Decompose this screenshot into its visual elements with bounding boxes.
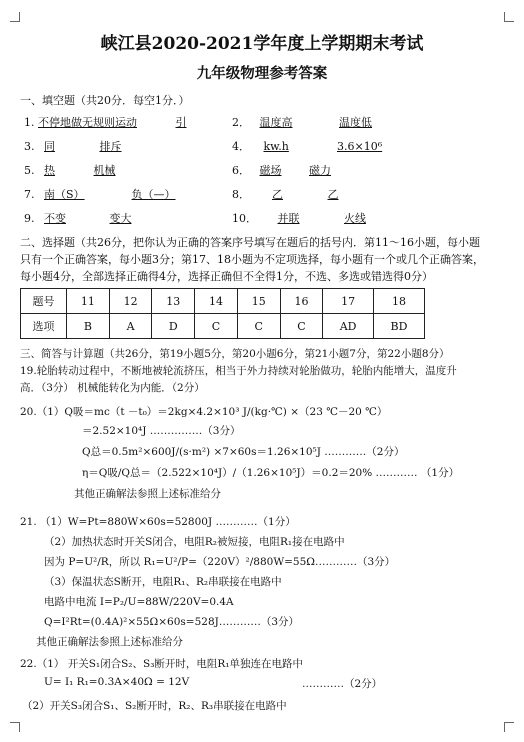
- answer-a: 磁场: [259, 164, 282, 177]
- document-title: 峡江县2020-2021学年度上学期期末考试: [100, 34, 424, 54]
- document-subtitle: 九年级物理参考答案: [196, 65, 328, 82]
- table-cell: AD: [323, 314, 374, 339]
- blank-item: [232, 210, 380, 226]
- item-number: 8．: [232, 188, 250, 201]
- q20-note: 其他正确解法参照上述标准给分: [74, 488, 221, 500]
- table-cell: 12: [109, 289, 152, 314]
- q22-score: …………（2分）: [302, 678, 383, 690]
- table-cell: B: [67, 314, 110, 339]
- section2-heading-line3: 每小题4分，全部选择正确得4分，选择正确但不全得1分，不选、多选或错选得0分）: [20, 270, 433, 283]
- q21-line3: 因为 P=U²/R，所以 R₁=U²/P=（220V）²/880W=55Ω…………（3分）: [44, 556, 396, 568]
- answer-a: 同: [44, 140, 55, 153]
- item-number: 1.: [24, 116, 35, 129]
- table-cell: C: [237, 314, 280, 339]
- q20-line1: 20.（1）Q吸＝mc（t －t₀）＝2kg×4.2×10³ J/(kg·℃) ×（23 ℃－20 ℃）: [20, 406, 388, 418]
- corner-mark-bottom-right: [504, 722, 514, 732]
- answer-a: 不变: [44, 212, 66, 225]
- q22-line1: 22.（1） 开关S₁闭合S₂、S₃断开时，电阻R₁单独连在电路中: [20, 658, 304, 670]
- table-cell: D: [152, 314, 195, 339]
- answer-a: 热: [44, 164, 55, 177]
- answer-a: 乙: [272, 188, 283, 201]
- blank-item: [24, 138, 154, 154]
- answer-a: kw.h: [263, 140, 289, 153]
- table-cell: 11: [67, 289, 110, 314]
- corner-mark-top-right: [504, 12, 514, 22]
- table-cell: 14: [195, 289, 238, 314]
- item-number: 3.: [24, 140, 35, 153]
- blank-item: [232, 162, 349, 178]
- item-number: 9.: [24, 212, 35, 225]
- section2-heading-line2: 只有一个正确答案，每小题3分；第17、18小题为不定项选择，每小题有一个或几个正确答案，: [20, 253, 484, 266]
- q21-line2: （2）加热状态时开关S闭合，电阻R₂被短接，电阻R₁接在电路中: [44, 536, 345, 548]
- table-row: [21, 289, 425, 314]
- q19-line2: 高．（3分） 机械能转化为内能．（2分）: [20, 382, 205, 394]
- table-cell: C: [280, 314, 323, 339]
- answer-b: 磁力: [309, 164, 331, 177]
- item-number: 5.: [24, 164, 35, 177]
- q20-line4: η＝Q吸/Q总＝（2.522×10⁴J）/（1.26×10⁵J）＝0.2＝20% ………… （1分）: [82, 467, 460, 479]
- table-cell: 16: [280, 289, 323, 314]
- blank-item: [24, 114, 216, 130]
- q22-line2: U= I₁ R₁=0.3A×40Ω = 12V: [44, 676, 190, 688]
- q21-line6: Q=I²Rt=(0.4A)²×55Ω×60s=528J…………（3分）: [44, 616, 300, 628]
- answer-b: 机械: [93, 164, 116, 177]
- table-cell: 17: [323, 289, 374, 314]
- blank-item: [232, 114, 403, 130]
- section1-heading: 一、填空题（共20分．每空1分．）: [20, 94, 190, 107]
- table-header-cell: 选项: [21, 314, 67, 339]
- q19-line1: 19.轮胎转动过程中，不断地被轮流挤压，相当于外力持续对轮胎做功，轮胎内能增大，温度升: [20, 365, 457, 377]
- answer-b: 变大: [109, 212, 132, 225]
- item-number: 10．: [232, 212, 257, 225]
- table-cell: BD: [373, 314, 424, 339]
- table-cell: 13: [152, 289, 195, 314]
- section3-heading: 三、简答与计算题（共26分，第19小题5分，第20小题6分，第21小题7分，第22小题8分）: [20, 348, 450, 360]
- item-number: 7.: [24, 188, 35, 201]
- item-number: 6．: [232, 164, 250, 177]
- answer-a: 温度高: [259, 116, 293, 129]
- answer-b: 排斥: [99, 140, 122, 153]
- corner-mark-top-left: [10, 12, 20, 22]
- q21-line4: （3）保温状态S断开，电阻R₁、R₂串联接在电路中: [44, 576, 282, 588]
- blank-item: [24, 162, 154, 178]
- item-number: 4．: [232, 140, 250, 153]
- answer-b: 火线: [344, 212, 366, 225]
- answer-b: 3.6×10⁶: [337, 140, 383, 153]
- table-cell: C: [195, 314, 238, 339]
- answer-b: 乙: [327, 188, 339, 201]
- section2-heading-line1: 二、选择题（共26分，把你认为正确的答案序号填写在题后的括号内．第11～16小题，每小题: [20, 236, 480, 249]
- blank-item: [232, 138, 405, 154]
- blank-item: [24, 210, 170, 226]
- answer-b: 负（—）: [131, 188, 176, 201]
- answer-table: [20, 288, 425, 339]
- answer-a: 并联: [277, 212, 300, 225]
- q21-note: 其他正确解法参照上述标准给分: [36, 636, 183, 648]
- q20-line3: Q总＝0.5m²×600J/(s·m²) ×7×60s＝1.26×10⁵J …………（2分）: [82, 446, 405, 458]
- q21-line5: 电路中电流 I=P₂/U=88W/220V=0.4A: [44, 596, 234, 608]
- answer-b: 引: [175, 116, 187, 129]
- answer-b: 温度低: [339, 116, 372, 129]
- answer-a: 不停地做无规则运动: [38, 116, 137, 129]
- q21-line1: 21. （1）W=Pt=880W×60s=52800J …………（1分）: [20, 516, 296, 528]
- corner-mark-bottom-left: [10, 722, 20, 732]
- table-cell: 18: [373, 289, 424, 314]
- table-header-cell: 题号: [21, 289, 67, 314]
- q22-line3: （2）开关S₃闭合S₁、S₂断开时，R₂、R₃串联接在电路中: [22, 700, 287, 712]
- answer-a: 南（S）: [44, 188, 85, 201]
- blank-item: [232, 186, 351, 202]
- table-cell: 15: [237, 289, 280, 314]
- q20-line2: ＝2.52×10⁴J ……………（3分）: [82, 425, 241, 437]
- item-number: 2．: [232, 116, 250, 129]
- table-row: [21, 314, 425, 339]
- blank-item: [24, 186, 204, 202]
- table-cell: A: [109, 314, 152, 339]
